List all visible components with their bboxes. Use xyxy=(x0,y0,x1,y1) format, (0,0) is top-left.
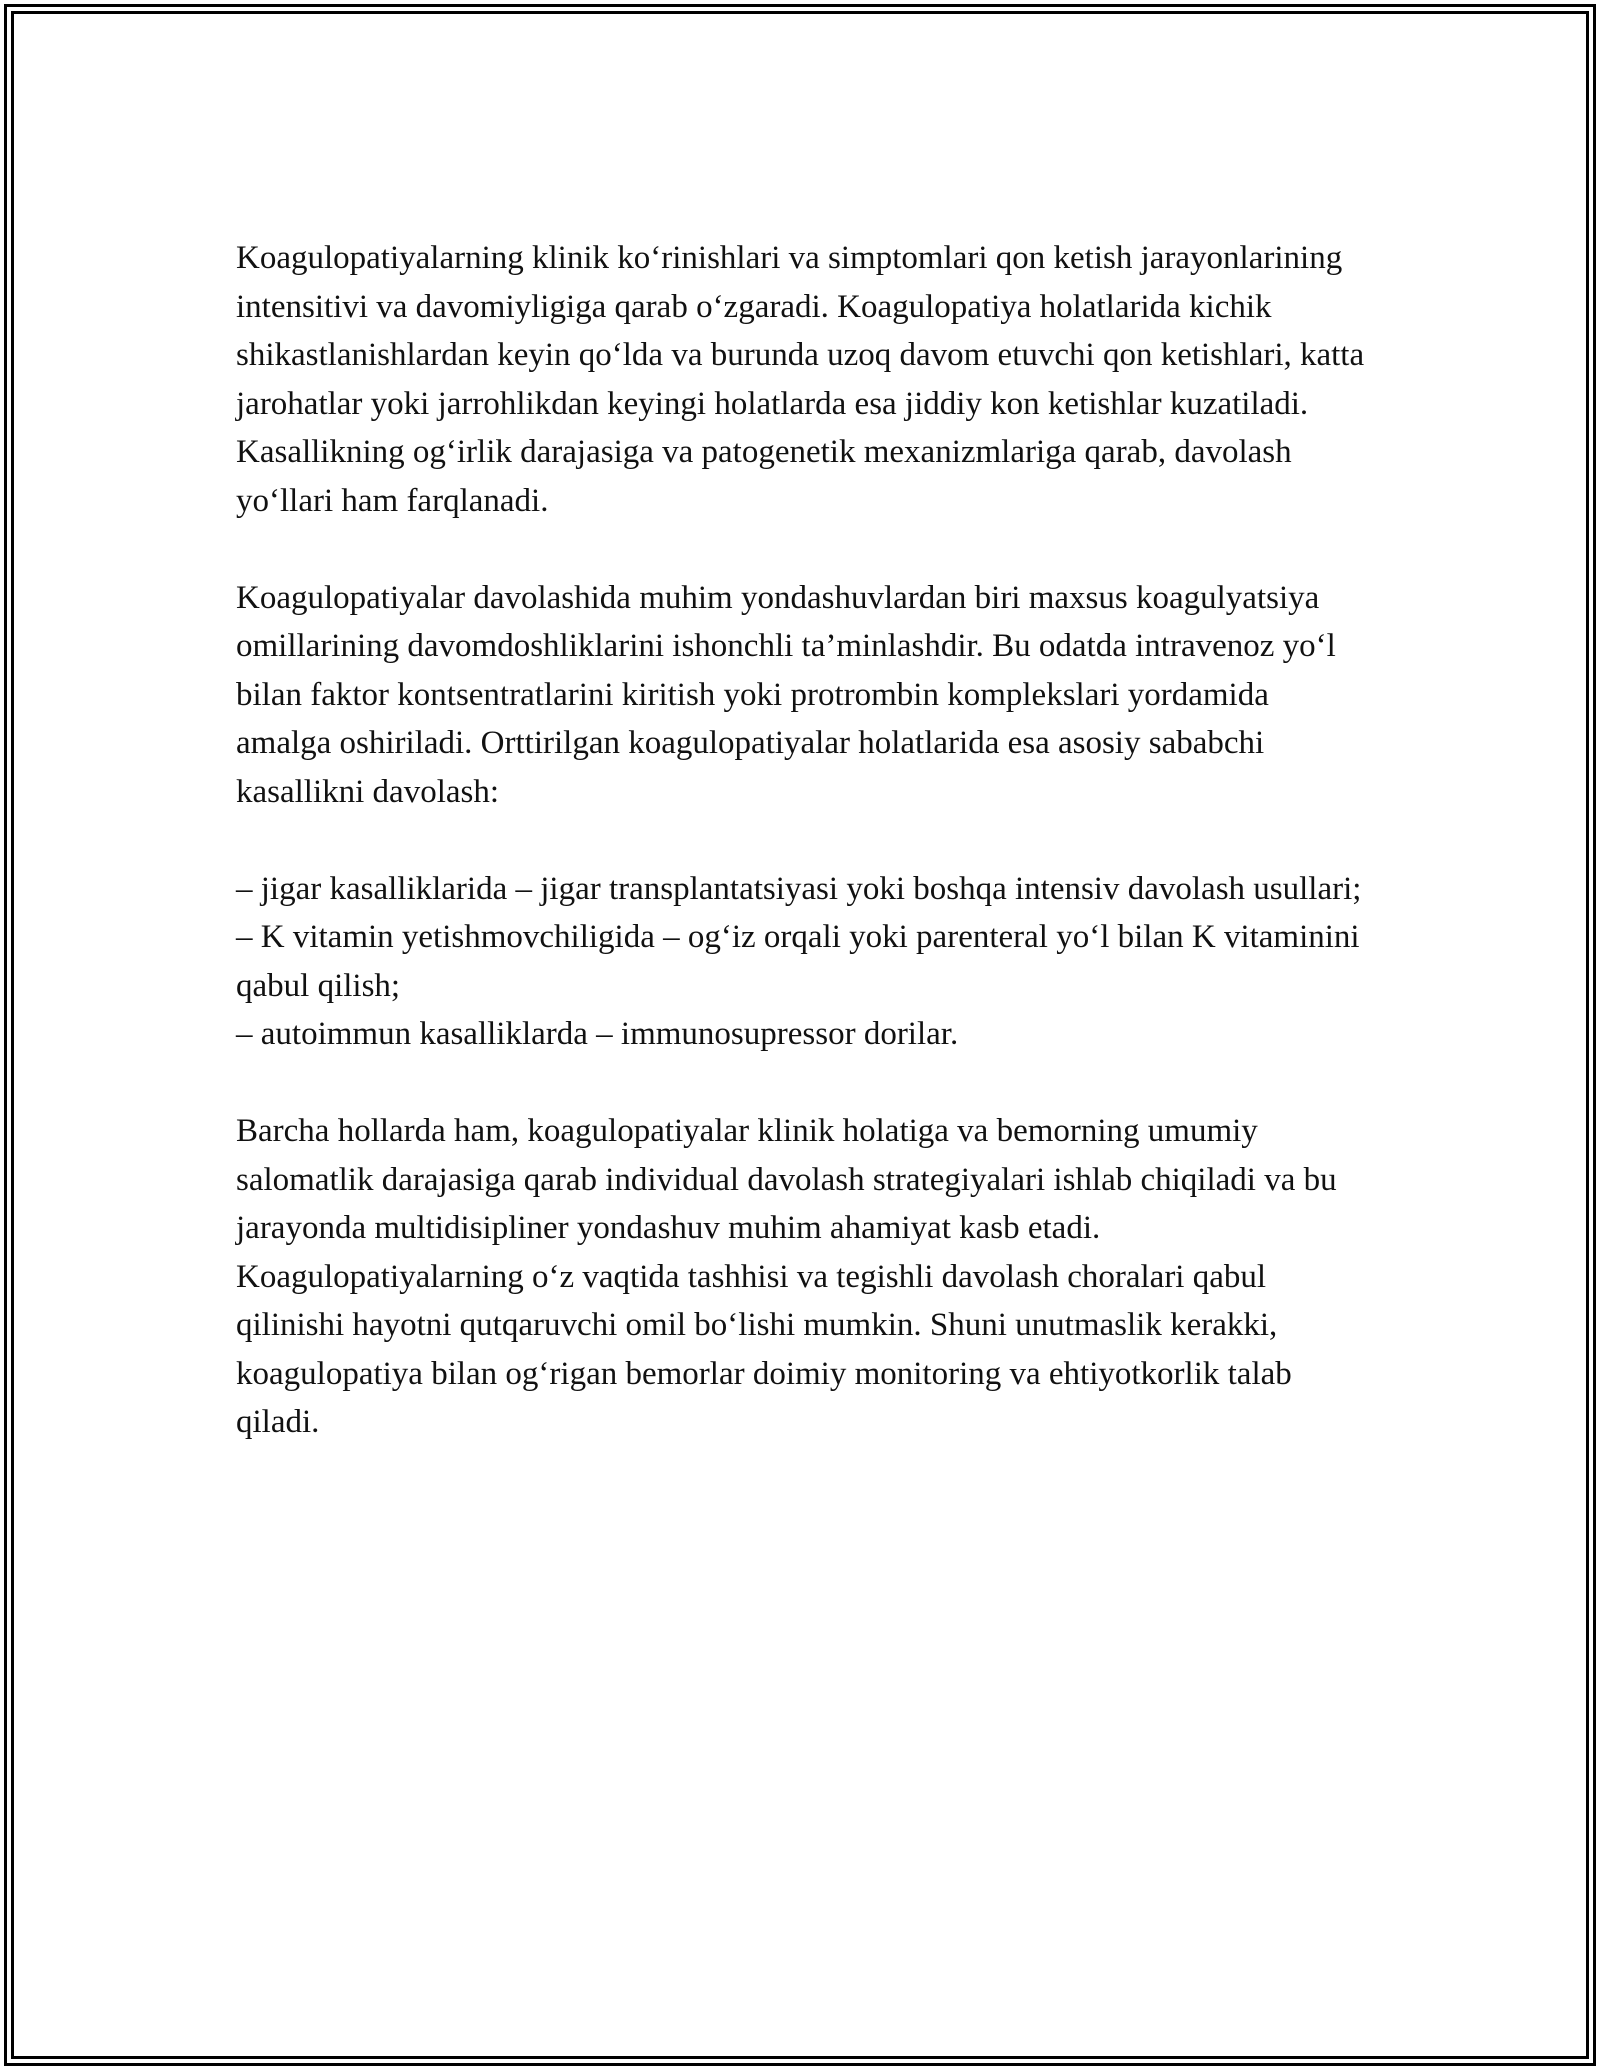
paragraph-treatment-approaches: Koagulopatiyalar davolashida muhim yondashuvlardan biri maxsus koagulyatsiya omillarining davomdoshliklarini ishonchli ta’minlashdir. Bu odatda intravenoz yo‘l bilan faktor kontsentratlarini kiritish yoki protrombin komplekslari yordamida amalga oshiriladi. Orttirilgan koagulopatiyalar holatlarida esa asosiy sababchi kasallikni davolash: xyxy=(236,579,1336,810)
list-item-liver: – jigar kasalliklarida – jigar transplantatsiyasi yoki boshqa intensiv davolash usullari; xyxy=(236,870,1362,907)
list-item-vitamin-k: – K vitamin yetishmovchiligida – og‘iz orqali yoki parenteral yo‘l bilan K vitaminini qabul qilish; xyxy=(236,919,1360,1004)
treatment-list xyxy=(236,865,1368,1059)
document-body xyxy=(236,234,1368,1495)
list-item-autoimmune: – autoimmun kasalliklarda – immunosupressor dorilar. xyxy=(236,1016,959,1052)
paragraph-clinical-manifestations: Koagulopatiyalarning klinik ko‘rinishlari va simptomlari qon ketish jarayonlarining intensitivi va davomiyligiga qarab o‘zgaradi. Koagulopatiya holatlarida kichik shikastlanishlardan keyin qo‘lda va burunda uzoq davom etuvchi qon ketishlari, katta jarohatlar yoki jarrohlikdan keyingi holatlarda esa jiddiy kon ketishlar kuzatiladi. Kasallikning og‘irlik darajasiga va patogenetik mexanizmlariga qarab, davolash yo‘llari ham farqlanadi. xyxy=(236,240,1365,519)
paragraph-conclusion: Barcha hollarda ham, koagulopatiyalar klinik holatiga va bemorning umumiy salomatlik darajasiga qarab individual davolash strategiyalari ishlab chiqiladi va bu jarayonda multidisipliner yondashuv muhim ahamiyat kasb etadi. Koagulopatiyalarning o‘z vaqtida tashhisi va tegishli davolash choralari qabul qilinishi hayotni qutqaruvchi omil bo‘lishi mumkin. Shuni unutmaslik kerakki, koagulopatiya bilan og‘rigan bemorlar doimiy monitoring va ehtiyotkorlik talab qiladi. xyxy=(236,1113,1337,1440)
